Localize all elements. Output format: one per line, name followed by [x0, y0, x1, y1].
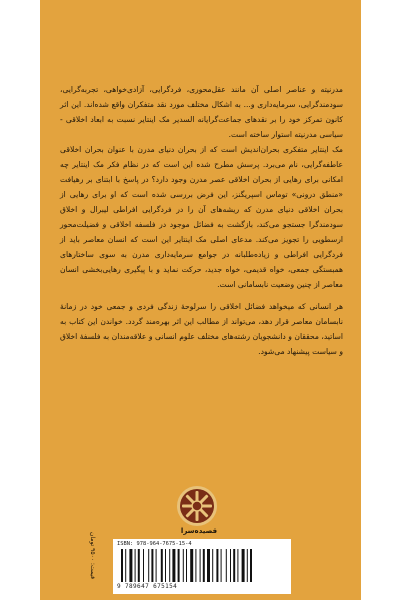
spine-strip	[361, 0, 400, 600]
blurb-paragraph-2: مک اینتایر متفکری بحران‌اندیش است که از بحران دنیای مدرن با عنوان بحران اخلاقی عاطفه‌گرایی، نام می‌برد. پرسش مطرح شده این است که در نظام فکر مک اینتایر چه امکانی برای رهایی از بحران اخلاقی عصر مدرن وجود دارد؟ در پاسخ با ابتنای بر رهیافت «منطق درونی» توماس اسپریگنز، این فرض بررسی شده است که او برای رهایی از بحران اخلاقی دنیای مدرن که ریشه‌های آن را در فردگرایی افراطی لیبرال و اخلاق سودمندگرا جستجو می‌کند، بازگشت به فضائل موجود در فلسفه اخلاقی و فضیلت‌محور ارسطویی را تجویز می‌کند. مدعای اصلی مک اینتایر این است که انسان معاصر باید از فردگرایی افراطی و زیاده‌طلبانه در جوامع سرمایه‌داری مدرن به سوی ساختارهای همبستگی جمعی، خواه قدیمی، خواه جدید، حرکت نماید و با پیگیری رهایی‌بخشی انسان معاصر از چنین وضعیت نابسامانی است.	[60, 145, 343, 289]
back-cover-blurb	[60, 82, 343, 404]
barcode-digits: 9 789647 675154	[117, 583, 178, 590]
blurb-paragraph-3: هر انسانی که میخواهد فضائل اخلاقی را سرلوحهٔ زندگی فردی و جمعی خود در زمانهٔ نابسامان معاصر قرار دهد، می‌تواند از مطالب این اثر بهره‌مند گردد. خواندن این کتاب به اساتید، محققان و دانشجویان رشته‌های مختلف علوم انسانی و علاقه‌مندان به فلسفهٔ اخلاق و سیاست پیشنهاد می‌شود.	[60, 302, 343, 356]
barcode-bars	[120, 549, 284, 582]
publisher-name: قصیده‌سرا	[180, 527, 218, 535]
barcode-panel	[113, 539, 291, 594]
price-text: قیمت: ۹۵۰۰ تومان	[89, 532, 96, 579]
publisher-emblem-icon	[176, 485, 218, 527]
isbn-label: ISBN: 978-964-7675-15-4	[117, 541, 192, 547]
price-label	[84, 532, 100, 580]
blurb-paragraph-1: مدرنیته و عناصر اصلی آن مانند عقل‌محوری، فردگرایی، آزادی‌خواهی، تجربه‌گرایی، سودمندگرایی، سرمایه‌داری و... به اشکال مختلف مورد نقد متفکران واقع شده‌اند. این اثر کانون تمرکز خود را بر نقدهای جماعت‌گرایانه السدیر مک اینتایر نسبت به ابعاد اخلاقی - سیاسی مدرنیته استوار ساخته است.	[60, 85, 343, 139]
